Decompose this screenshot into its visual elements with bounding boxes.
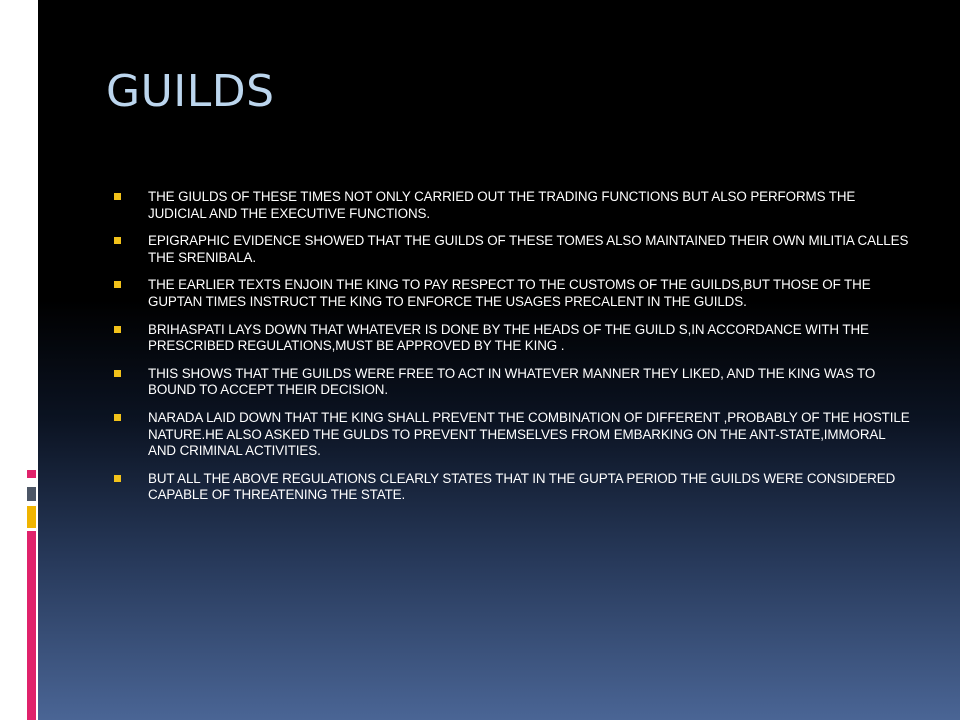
- bullet-text: THE GIULDS OF THESE TIMES NOT ONLY CARRIED OUT THE TRADING FUNCTIONS BUT ALSO PERFORMS THE JUDICIAL AND THE EXECUTIVE FUNCTIONS.: [148, 189, 856, 221]
- square-bullet-icon: [114, 281, 121, 288]
- square-bullet-icon: [114, 237, 121, 244]
- bullet-item: [114, 322, 914, 355]
- bullet-text: THIS SHOWS THAT THE GUILDS WERE FREE TO ACT IN WHATEVER MANNER THEY LIKED, AND THE KING WAS TO BOUND TO ACCEPT THEIR DECISION.: [148, 365, 876, 398]
- bullet-text: BUT ALL THE ABOVE REGULATIONS CLEARLY STATES THAT IN THE GUPTA PERIOD THE GUILDS WERE CONSIDERED CAPABLE OF THREATENING THE STATE.: [148, 470, 896, 503]
- bullet-item: [114, 410, 914, 460]
- bullet-item: [114, 189, 914, 222]
- bullet-text: NARADA LAID DOWN THAT THE KING SHALL PREVENT THE COMBINATION OF DIFFERENT ,PROBABLY OF THE HOSTILE NATURE.HE ALSO ASKED THE GULDS TO PREVENT THEMSELVES FROM EMBARKING ON THE ANT-STATE,IMMORAL AND CRIMINAL ACTIVITIES.: [148, 409, 910, 459]
- square-bullet-icon: [114, 193, 121, 200]
- bullet-item: [114, 366, 914, 399]
- gray-accent-bar: [27, 487, 36, 501]
- square-bullet-icon: [114, 370, 121, 377]
- pink-accent-bar-bottom: [27, 531, 36, 720]
- bullet-item: [114, 233, 914, 266]
- square-bullet-icon: [114, 326, 121, 333]
- bullet-list: [114, 189, 914, 515]
- bullet-item: [114, 277, 914, 310]
- bullet-item: [114, 471, 914, 504]
- bullet-text: THE EARLIER TEXTS ENJOIN THE KING TO PAY RESPECT TO THE CUSTOMS OF THE GUILDS,BUT THOSE OF THE GUPTAN TIMES INSTRUCT THE KING TO ENFORCE THE USAGES PRECALENT IN THE GUILDS.: [148, 277, 871, 309]
- slide-title: GUILDS: [106, 66, 275, 117]
- gold-accent-bar: [27, 506, 36, 528]
- bullet-text: BRIHASPATI LAYS DOWN THAT WHATEVER IS DONE BY THE HEADS OF THE GUILD S,IN ACCORDANCE WITH THE PRESCRIBED REGULATIONS,MUST BE APPROVED BY THE KING .: [148, 321, 869, 354]
- square-bullet-icon: [114, 414, 121, 421]
- pink-accent-bar-top: [27, 470, 36, 478]
- bullet-text: EPIGRAPHIC EVIDENCE SHOWED THAT THE GUILDS OF THESE TOMES ALSO MAINTAINED THEIR OWN MILITIA CALLES THE SRENIBALA.: [148, 233, 909, 265]
- square-bullet-icon: [114, 475, 121, 482]
